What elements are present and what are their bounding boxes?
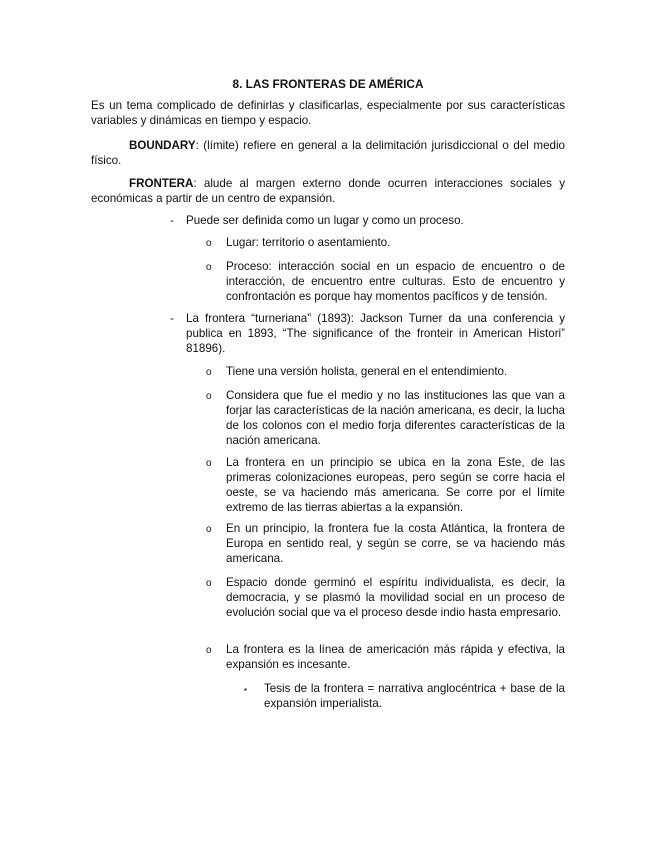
circle-bullet: o bbox=[206, 391, 212, 402]
boundary-definition: : (límite) refiere en general a la delimitación jurisdiccional o del medio físico. bbox=[91, 139, 565, 167]
sub-list-item: Espacio donde germinó el espíritu individualista, es decir, la democracia, y se plasmó la movilidad social en un proceso de evolución social que va el proceso desde indio hasta empresario. bbox=[226, 576, 565, 619]
intro-paragraph: Es un tema complicado de definirlas y clasificarlas, especialmente por sus características variables y dinámicas en tiempo y espacio. bbox=[91, 99, 565, 127]
circle-bullet: o bbox=[206, 524, 212, 535]
circle-bullet: o bbox=[206, 262, 212, 273]
frontera-term: FRONTERA bbox=[129, 177, 194, 190]
circle-bullet: o bbox=[206, 458, 212, 469]
sub-list-item: Considera que fue el medio y no las instituciones las que van a forjar las características de la nación americana, es decir, la lucha de los colonos con el medio forja diferentes características de la nación americana. bbox=[226, 389, 565, 447]
boundary-paragraph bbox=[91, 138, 565, 168]
circle-bullet: o bbox=[206, 238, 212, 249]
sub-list-item: En un principio, la frontera fue la costa Atlántica, la frontera de Europa en sentido real, y según se corre, se va haciendo más americana. bbox=[226, 522, 565, 565]
circle-bullet: o bbox=[206, 645, 212, 656]
sub-list-item: Proceso: interacción social en un espacio de encuentro o de interacción, de encuentro entre culturas. Esto de encuentro y confrontación es porque hay momentos pacíficos y de tensión. bbox=[226, 260, 565, 303]
sub-list-item: La frontera en un principio se ubica en la zona Este, de las primeras colonizaciones europeas, pero según se corre hacia el oeste, se va haciendo más americana. Se corre por el límite extremo de las tierras abiertas a la expansión. bbox=[226, 456, 565, 514]
frontera-definition: : alude al margen externo donde ocurren interacciones sociales y económicas a partir de un centro de expansión. bbox=[91, 177, 565, 205]
square-bullet: ▪ bbox=[244, 685, 247, 694]
sub-list-item: La frontera es la línea de americación más rápida y efectiva, la expansión es incesante. bbox=[226, 643, 565, 671]
sub-list-item: Tiene una versión holista, general en el entendimiento. bbox=[226, 365, 508, 378]
list-item: Puede ser definida como un lugar y como un proceso. bbox=[186, 214, 464, 227]
circle-bullet: o bbox=[206, 578, 212, 589]
sub-list-item: Lugar: territorio o asentamiento. bbox=[226, 236, 391, 249]
dash-bullet: - bbox=[170, 312, 174, 325]
circle-bullet: o bbox=[206, 367, 212, 378]
page-title: 8. LAS FRONTERAS DE AMÉRICA bbox=[232, 77, 424, 91]
frontera-paragraph bbox=[91, 176, 565, 206]
sub-sub-list-item: Tesis de la frontera = narrativa anglocéntrica + base de la expansión imperialista. bbox=[264, 682, 565, 710]
boundary-term: BOUNDARY bbox=[129, 139, 196, 152]
dash-bullet: - bbox=[170, 214, 174, 227]
list-item: La frontera “turneriana” (1893): Jackson Turner da una conferencia y publica en 1893, “The significance of the fronteir in American Histori” 81896). bbox=[186, 312, 565, 355]
